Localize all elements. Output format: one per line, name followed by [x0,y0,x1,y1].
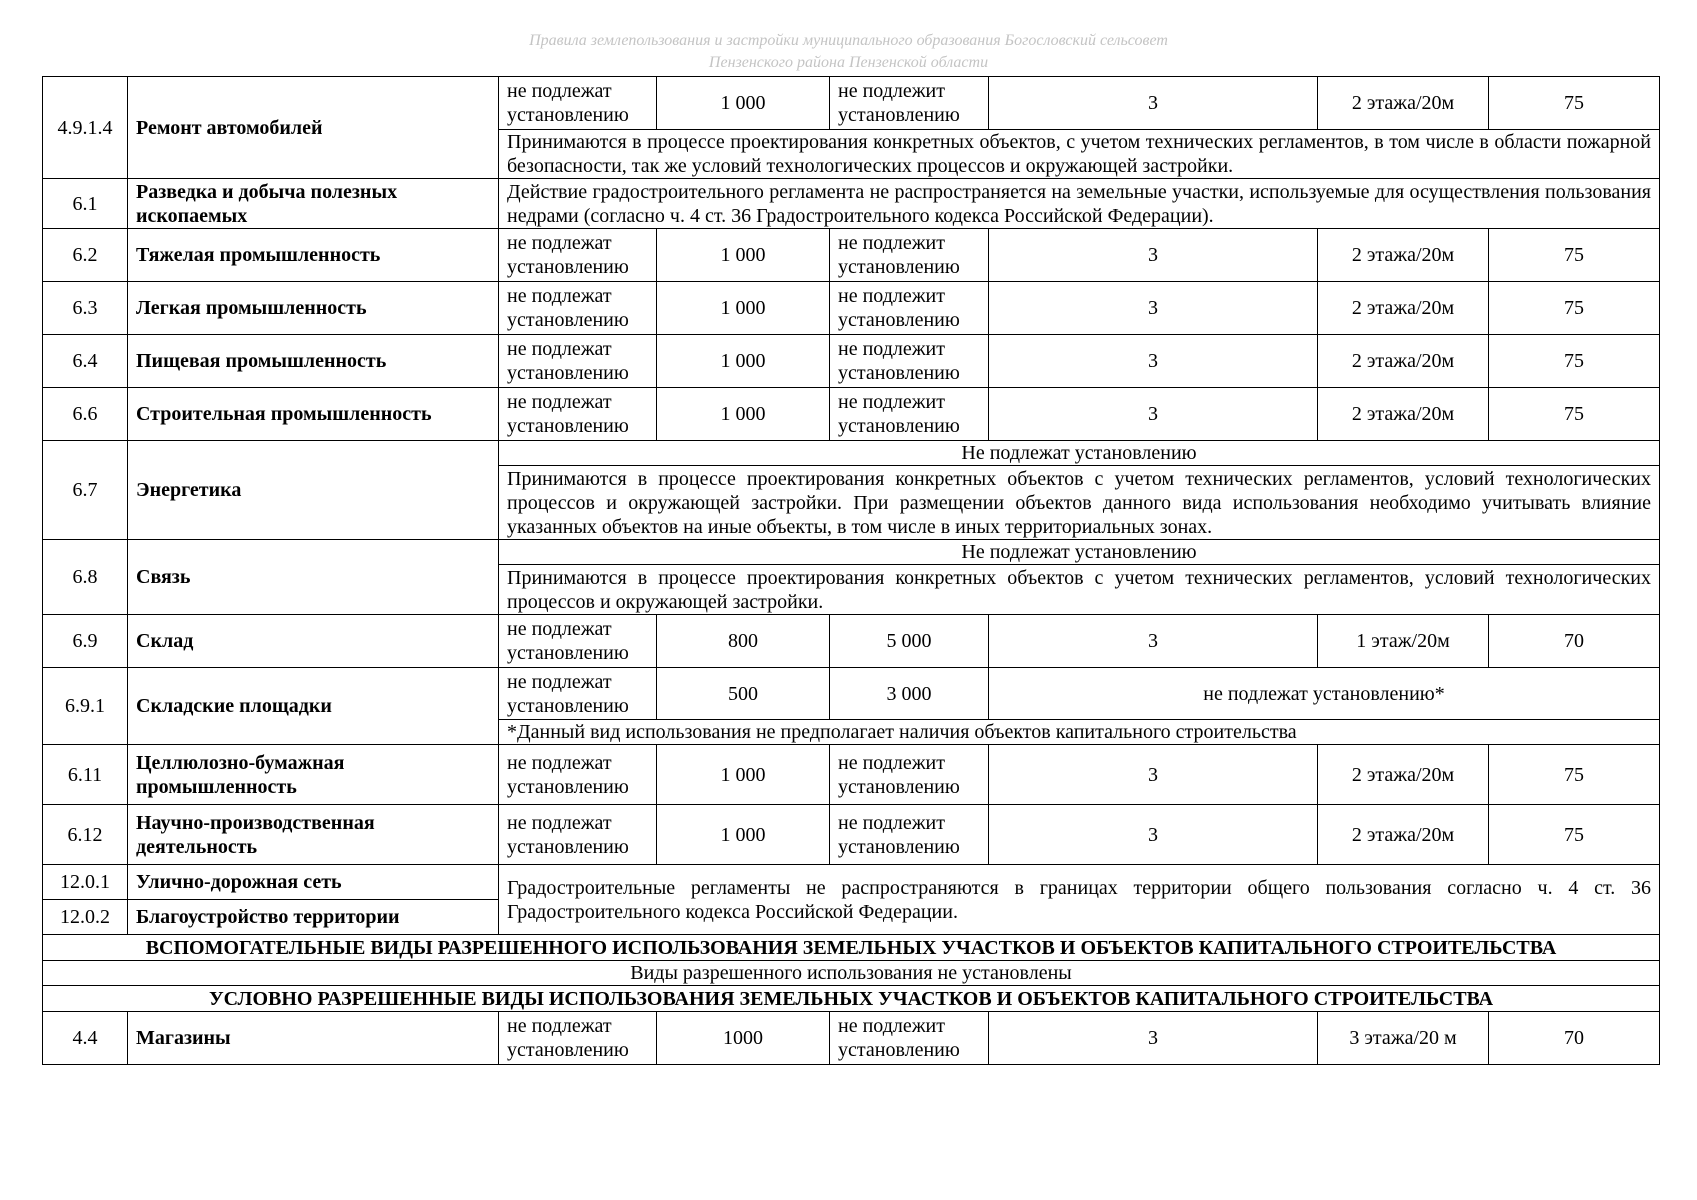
row-code: 12.0.1 [43,865,128,900]
cell-value: 3 [989,77,1318,130]
cell-percent: 75 [1489,805,1660,865]
row-name: Целлюлозно-бумажная промышленность [128,745,499,805]
row-note: Принимаются в процессе проектирования конкретных объектов с учетом технических регламентов, условий технологических процессов и окружающей застройки. [499,565,1660,615]
regulations-table [42,76,1660,1065]
cell-floors: 3 этажа/20 м [1318,1012,1489,1065]
cell-value: 1 000 [657,388,830,441]
cell-min-size: не подлежат установлению [499,668,657,720]
cell-value: 5 000 [830,615,989,668]
cell-min-size: не подлежат установлению [499,282,657,335]
cell-value: 3 [989,335,1318,388]
row-name: Благоустройство территории [128,900,499,935]
row-code: 6.9.1 [43,668,128,745]
cell-min-size: не подлежат установлению [499,335,657,388]
cell-value: 1 000 [657,745,830,805]
table-row [43,282,1660,335]
cell-percent: 75 [1489,745,1660,805]
section-title-conditional: УСЛОВНО РАЗРЕШЕННЫЕ ВИДЫ ИСПОЛЬЗОВАНИЯ ЗЕМЕЛЬНЫХ УЧАСТКОВ И ОБЪЕКТОВ КАПИТАЛЬНОГО СТРОИТЕЛЬСТВА [43,986,1660,1012]
row-note: Градостроительные регламенты не распространяются в границах территории общего пользования согласно ч. 4 ст. 36 Градостроительного кодекса Российской Федерации. [499,865,1660,935]
row-span-value: Не подлежат установлению [499,441,1660,466]
table-row [43,961,1660,986]
table-row [43,179,1660,229]
row-note: Действие градостроительного регламента не распространяется на земельные участки, используемые для осуществления пользования недрами (согласно ч. 4 ст. 36 Градостроительного кодекса Российской Федерации). [499,179,1660,229]
row-code: 4.4 [43,1012,128,1065]
table-row [43,805,1660,865]
row-note: *Данный вид использования не предполагает наличия объектов капитального строительства [499,720,1660,745]
cell-value: не подлежит установлению [830,335,989,388]
table-row [43,229,1660,282]
row-name: Тяжелая промышленность [128,229,499,282]
header-line-1: Правила землепользования и застройки муниципального образования Богословский сельсовет [529,32,1168,49]
cell-value: 3 [989,282,1318,335]
cell-min-size: не подлежат установлению [499,745,657,805]
section-title-auxiliary: ВСПОМОГАТЕЛЬНЫЕ ВИДЫ РАЗРЕШЕННОГО ИСПОЛЬЗОВАНИЯ ЗЕМЕЛЬНЫХ УЧАСТКОВ И ОБЪЕКТОВ КАПИТАЛЬНОГО СТРОИТЕЛЬСТВА [43,935,1660,961]
cell-floors: 2 этажа/20м [1318,745,1489,805]
cell-floors: 2 этажа/20м [1318,335,1489,388]
cell-percent: 70 [1489,1012,1660,1065]
page-header [0,30,1697,74]
cell-min-size: не подлежат установлению [499,229,657,282]
table-row [43,745,1660,805]
cell-min-size: не подлежат установлению [499,615,657,668]
row-name: Склад [128,615,499,668]
cell-value: 1 000 [657,229,830,282]
row-code: 6.1 [43,179,128,229]
cell-value: 3 [989,229,1318,282]
section-text-auxiliary: Виды разрешенного использования не установлены [43,961,1660,986]
table-row [43,668,1660,720]
row-name: Складские площадки [128,668,499,745]
row-name: Строительная промышленность [128,388,499,441]
cell-value: не подлежит установлению [830,282,989,335]
cell-value: 3 [989,805,1318,865]
section-heading-row [43,935,1660,961]
cell-value: не подлежит установлению [830,805,989,865]
cell-value: 3 [989,615,1318,668]
row-code: 6.4 [43,335,128,388]
cell-percent: 75 [1489,77,1660,130]
cell-floors: 2 этажа/20м [1318,229,1489,282]
cell-value: 3 000 [830,668,989,720]
row-code: 12.0.2 [43,900,128,935]
table-row [43,865,1660,900]
cell-value: не подлежит установлению [830,77,989,130]
row-code: 6.8 [43,540,128,615]
row-note: Принимаются в процессе проектирования конкретных объектов, с учетом технических регламентов, в том числе в области пожарной безопасности, так же условий технологических процессов и окружающей застройки. [499,130,1660,179]
row-name: Пищевая промышленность [128,335,499,388]
cell-floors: 2 этажа/20м [1318,388,1489,441]
cell-percent: 75 [1489,388,1660,441]
cell-value: 1 000 [657,77,830,130]
cell-value: не подлежит установлению [830,745,989,805]
cell-value: не подлежит установлению [830,388,989,441]
cell-percent: 70 [1489,615,1660,668]
cell-value: 1 000 [657,805,830,865]
row-code: 6.6 [43,388,128,441]
row-name: Связь [128,540,499,615]
row-span-value: Не подлежат установлению [499,540,1660,565]
row-code: 4.9.1.4 [43,77,128,179]
row-name: Разведка и добыча полезных ископаемых [128,179,499,229]
cell-value: 3 [989,745,1318,805]
cell-min-size: не подлежат установлению [499,388,657,441]
row-note: Принимаются в процессе проектирования конкретных объектов с учетом технических регламентов, условий технологических процессов и окружающей застройки. При размещении объектов данного вида использования необходимо учитывать влияние указанных объектов на иные объекты, в том числе в иных территориальных зонах. [499,466,1660,540]
row-name: Магазины [128,1012,499,1065]
row-name: Научно-производственная деятельность [128,805,499,865]
row-name: Улично-дорожная сеть [128,865,499,900]
cell-value: 800 [657,615,830,668]
section-heading-row [43,986,1660,1012]
cell-min-size: не подлежат установлению [499,77,657,130]
cell-floors: 2 этажа/20м [1318,805,1489,865]
cell-value: 1 000 [657,335,830,388]
table-row [43,1012,1660,1065]
cell-value: 500 [657,668,830,720]
table-row [43,335,1660,388]
row-code: 6.11 [43,745,128,805]
row-name: Легкая промышленность [128,282,499,335]
row-name: Энергетика [128,441,499,540]
cell-floors: 2 этажа/20м [1318,77,1489,130]
cell-value: не подлежит установлению [830,229,989,282]
row-code: 6.9 [43,615,128,668]
cell-floors: 2 этажа/20м [1318,282,1489,335]
header-line-2: Пензенского района Пензенской области [708,54,989,71]
table-row [43,77,1660,130]
table-row [43,441,1660,466]
cell-percent: 75 [1489,335,1660,388]
table-row [43,388,1660,441]
cell-value: 1000 [657,1012,830,1065]
row-code: 6.2 [43,229,128,282]
row-code: 6.12 [43,805,128,865]
cell-value: 1 000 [657,282,830,335]
cell-value: 3 [989,388,1318,441]
cell-percent: 75 [1489,282,1660,335]
row-code: 6.7 [43,441,128,540]
cell-value: не подлежит установлению [830,1012,989,1065]
cell-value: 3 [989,1012,1318,1065]
cell-min-size: не подлежат установлению [499,805,657,865]
cell-floors: 1 этаж/20м [1318,615,1489,668]
cell-min-size: не подлежат установлению [499,1012,657,1065]
row-span-value: не подлежат установлению* [989,668,1660,720]
table-row [43,540,1660,565]
row-name: Ремонт автомобилей [128,77,499,179]
table-row [43,615,1660,668]
cell-percent: 75 [1489,229,1660,282]
row-code: 6.3 [43,282,128,335]
